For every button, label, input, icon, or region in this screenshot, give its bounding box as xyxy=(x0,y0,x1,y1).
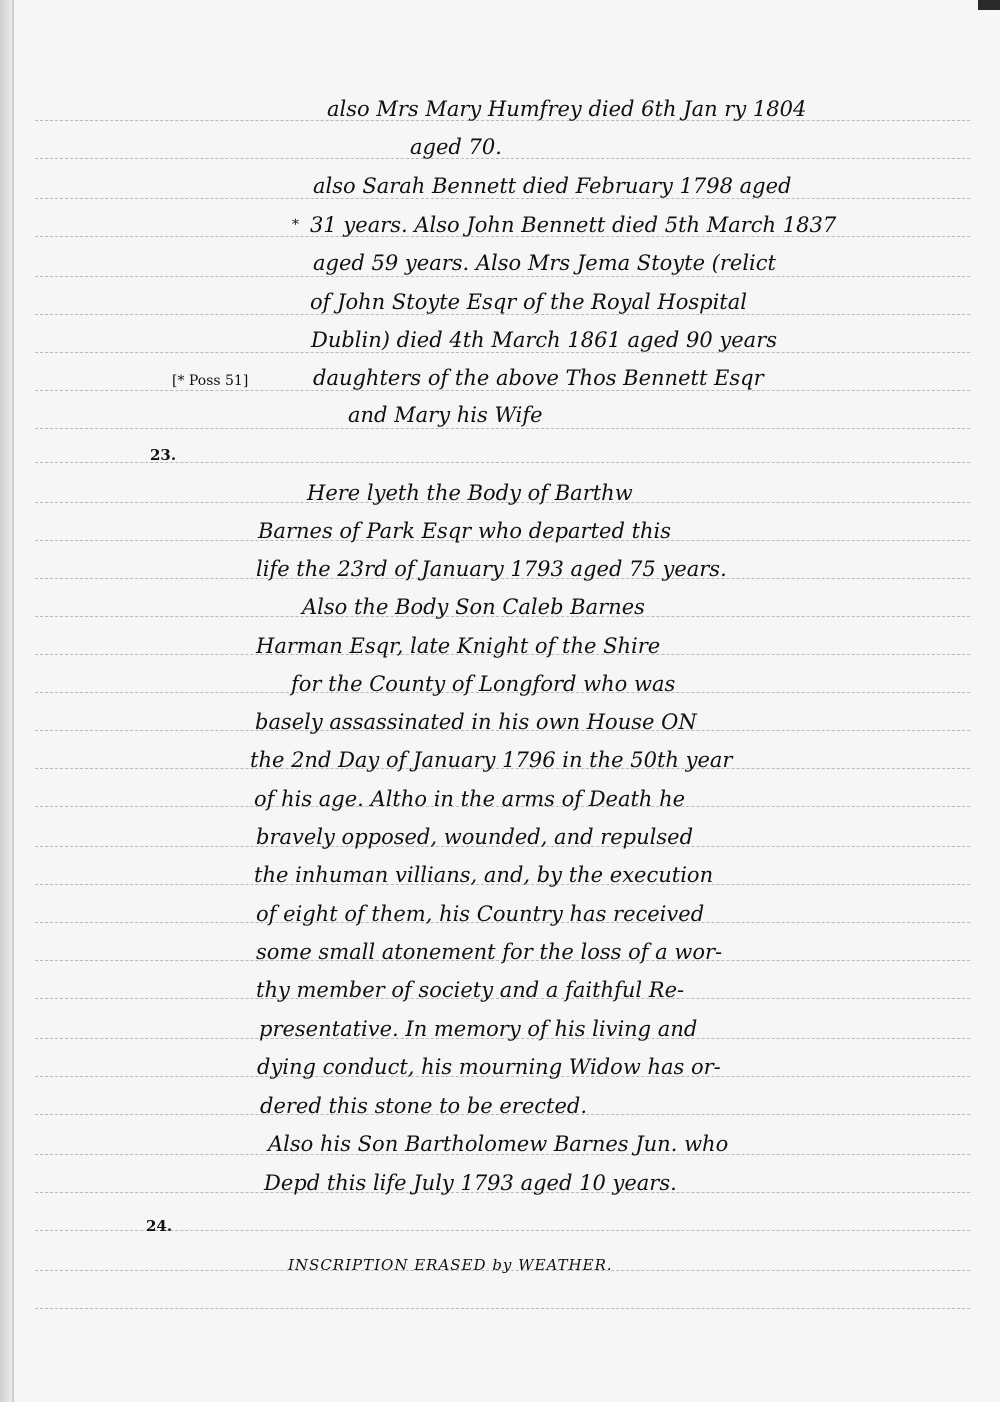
inscription-line: for the County of Longford who was xyxy=(291,672,676,696)
inscription-line: Harman Esqr, late Knight of the Shire xyxy=(256,634,661,658)
inscription-line: life the 23rd of January 1793 aged 75 years. xyxy=(256,557,727,581)
inscription-line: daughters of the above Thos Bennett Esqr xyxy=(313,366,764,390)
inscription-line: aged 70. xyxy=(410,135,502,159)
inscription-line: presentative. In memory of his living and xyxy=(259,1017,698,1041)
inscription-line: of eight of them, his Country has received xyxy=(256,902,705,926)
ruled-line xyxy=(35,428,970,429)
scan-corner-mark xyxy=(978,0,1000,10)
inscription-line: Here lyeth the Body of Barthw xyxy=(307,481,633,505)
inscription-line: basely assassinated in his own House ON xyxy=(255,710,697,734)
inscription-line: of his age. Altho in the arms of Death he xyxy=(254,787,686,811)
inscription-line: dying conduct, his mourning Widow has or- xyxy=(257,1055,721,1079)
inscription-line: and Mary his Wife xyxy=(348,403,543,427)
inscription-line: also Mrs Mary Humfrey died 6th Jan ry 1804 xyxy=(327,97,807,121)
inscription-line: Also his Son Bartholomew Barnes Jun. who xyxy=(268,1132,729,1156)
inscription-line: thy member of society and a faithful Re- xyxy=(256,978,685,1002)
inscription-line: also Sarah Bennett died February 1798 aged xyxy=(313,174,792,198)
inscription-line: Also the Body Son Caleb Barnes xyxy=(302,595,645,619)
inscription-line: some small atonement for the loss of a wor- xyxy=(256,940,723,964)
inscription-line: Barnes of Park Esqr who departed this xyxy=(258,519,672,543)
entry-number: 23. xyxy=(150,446,177,464)
ruled-line xyxy=(35,276,970,277)
ruled-line xyxy=(35,1308,970,1309)
inscription-line: dered this stone to be erected. xyxy=(260,1094,588,1118)
inscription-line: aged 59 years. Also Mrs Jema Stoyte (relict xyxy=(313,251,776,275)
inscription-line: 31 years. Also John Bennett died 5th March 1837 xyxy=(310,213,837,237)
asterisk-mark: * xyxy=(292,217,299,233)
margin-note: [* Poss 51] xyxy=(172,373,249,389)
erased-inscription-note: INSCRIPTION ERASED by WEATHER. xyxy=(288,1256,613,1274)
entry-number: 24. xyxy=(146,1217,173,1235)
inscription-line: the 2nd Day of January 1796 in the 50th year xyxy=(250,748,733,772)
inscription-line: of John Stoyte Esqr of the Royal Hospital xyxy=(310,290,747,314)
ruled-line xyxy=(35,1230,970,1231)
ruled-line xyxy=(35,158,970,159)
inscription-line: bravely opposed, wounded, and repulsed xyxy=(256,825,694,849)
inscription-line: Depd this life July 1793 aged 10 years. xyxy=(264,1171,677,1195)
inscription-line: the inhuman villians, and, by the execution xyxy=(254,863,714,887)
inscription-line: Dublin) died 4th March 1861 aged 90 years xyxy=(311,328,778,352)
page-left-edge xyxy=(0,0,12,1402)
